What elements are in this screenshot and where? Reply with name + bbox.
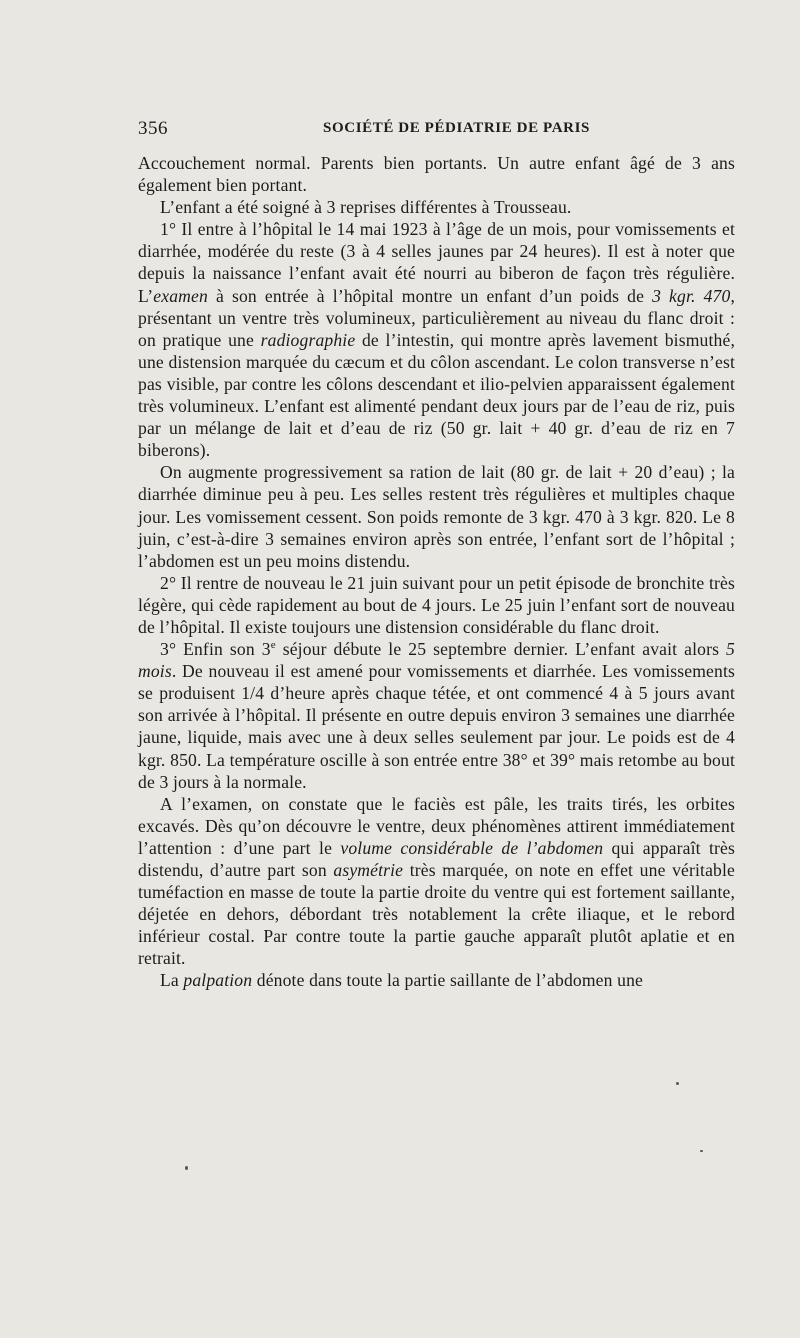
text-run: , présentant un ventre très volumineux, particulièrement au niveau du flanc droit : on pratique une: [138, 285, 735, 350]
text-run: dénote dans toute la partie saillante de l’abdomen une: [252, 970, 643, 991]
superscript-text: e: [270, 639, 276, 652]
text-run: 2° Il rentre de nouveau le 21 juin suivant pour un petit épisode de bronchite très légère, qui cède rapidement au bout de 4 jours. Le 25 juin l’enfant sort de nouveau de l’hôpital. Il existe toujours une distension considérable du flanc droit.: [138, 572, 735, 637]
text-run: A l’examen, on constate que le faciès est pâle, les traits tirés, les orbites excavés. Dès qu’on découvre le ventre, deux phénomènes attirent immédiatement l’attention : d’une part le: [138, 793, 735, 858]
paragraph-4: [138, 461, 735, 571]
paragraph-1: [138, 152, 735, 196]
paragraph-8: [138, 969, 735, 991]
text-run: La: [160, 970, 184, 991]
paragraph-7: [138, 793, 735, 970]
text-run: . De nouveau il est amené pour vomissements et diarrhée. Les vomissements se produisent 1/4 d’heure après chaque tétée, et ont commencé 4 à 5 jours avant son arrivée à l’hôpital. Il présente en outre depuis environ 3 semaines une diarrhée jaune, liquide, mais avec une à deux selles seulement par jour. Le poids est de 4 kgr. 850. La température oscille à son entrée entre 38° et 39° mais retombe au bout de 3 jours à la normale.: [138, 661, 735, 792]
running-title: SOCIÉTÉ DE PÉDIATRIE DE PARIS: [323, 120, 590, 136]
paragraph-5: [138, 572, 735, 638]
text-run: très marquée, on note en effet une véritable tuméfaction en masse de toute la partie droite du ventre qui est fortement saillante, déjetée en dehors, débordant très notablement la crête iliaque, et le rebord inférieur costal. Par contre toute la partie gauche apparaît plutôt aplatie et en retrait.: [138, 860, 735, 969]
italic-text: asymétrie: [333, 860, 404, 880]
print-speck: [700, 1150, 703, 1152]
italic-text: 5 mois: [138, 639, 735, 682]
italic-text: 3 kgr. 470: [652, 285, 731, 306]
print-speck: [676, 1082, 679, 1085]
page-header: [138, 118, 735, 142]
italic-text: volume considérable de l’abdomen: [340, 837, 604, 858]
paragraph-3: [138, 218, 735, 461]
print-speck: [185, 1166, 188, 1170]
text-run: à son entrée à l’hôpital montre un enfant d’un poids de: [207, 285, 653, 306]
body-text: [138, 152, 735, 992]
text-run: L’enfant a été soigné à 3 reprises différentes à Trousseau.: [160, 197, 572, 218]
italic-text: examen: [153, 285, 208, 306]
italic-text: palpation: [183, 970, 253, 991]
text-run: 3° Enfin son 3: [160, 639, 271, 660]
paragraph-2: [138, 196, 735, 218]
text-run: 1° Il entre à l’hôpital le 14 mai 1923 à l’âge de un mois, pour vomissements et diarrhée, modérée du reste (3 à 4 selles jaunes par 24 heures). Il est à noter que depuis la naissance l’enfant avait été nourri au biberon de façon très régulière. L’: [138, 219, 735, 306]
page-number: 356: [138, 118, 168, 139]
text-run: de l’intestin, qui montre après lavement bismuthé, une distension marquée du cæcum et du côlon ascendant. Le colon transverse n’est pas visible, par contre les côlons descendant et ilio-pelvien apparaissent également très volumineux. L’enfant est alimenté pendant deux jours par de l’eau de riz, puis par un mélange de lait et d’eau de riz (50 gr. lait + 40 gr. d’eau de riz en 7 biberons).: [138, 329, 735, 461]
paragraph-6: [138, 638, 735, 793]
text-run: Accouchement normal. Parents bien portants. Un autre enfant âgé de 3 ans également bien portant.: [138, 153, 735, 196]
text-run: On augmente progressivement sa ration de lait (80 gr. de lait + 20 d’eau) ; la diarrhée diminue peu à peu. Les selles restent très régulières et multiples chaque jour. Les vomissement cessent. Son poids remonte de 3 kgr. 470 à 3 kgr. 820. Le 8 juin, c’est-à-dire 3 semaines environ après son entrée, l’enfant sort de l’hôpital ; l’abdomen est un peu moins distendu.: [138, 462, 735, 571]
text-run: qui apparaît très distendu, d’autre part son: [138, 837, 735, 880]
italic-text: radiographie: [260, 329, 356, 350]
text-run: séjour débute le 25 septembre dernier. L’enfant avait alors: [275, 639, 727, 660]
